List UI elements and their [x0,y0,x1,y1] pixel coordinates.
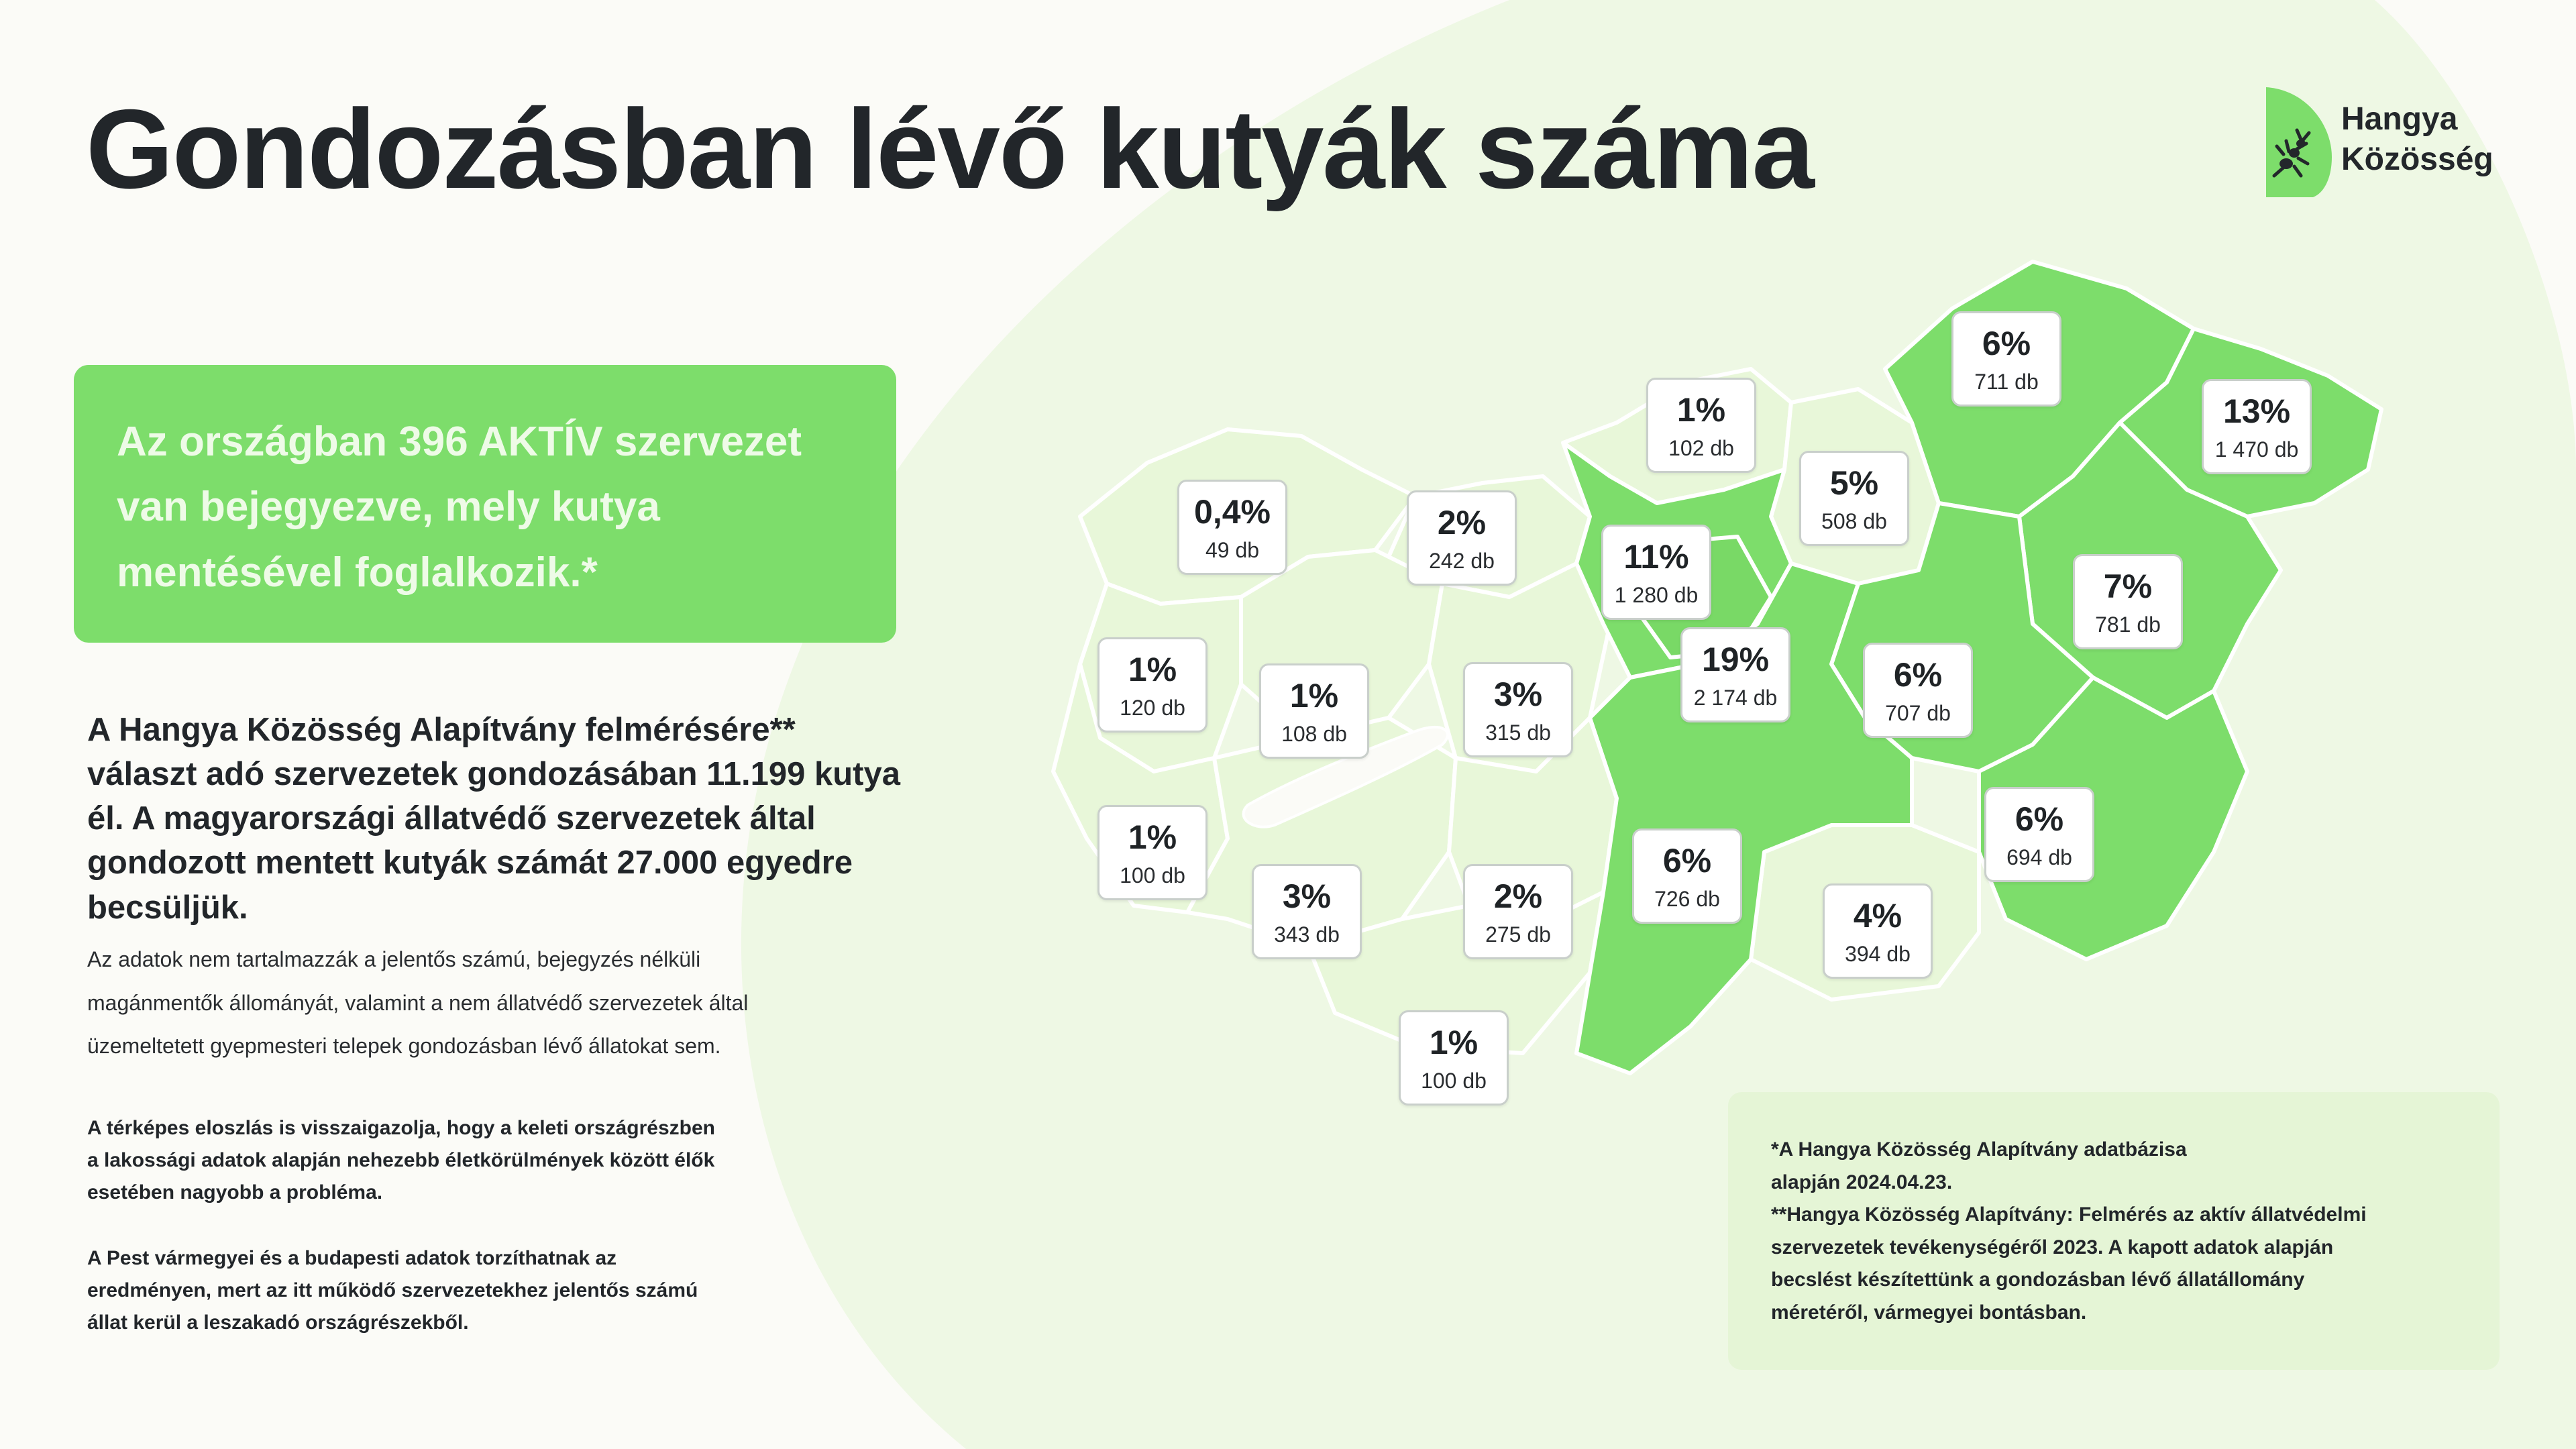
label-percent: 13% [2222,392,2291,430]
label-count: 100 db [1421,1069,1487,1093]
label-count: 707 db [1885,701,1951,725]
map-label-borsod [1951,311,2061,407]
lead-line: választ adó szervezetek gondozásában 11.199 kutya [87,756,900,793]
note-line: eredményen, mert az itt működő szervezetekhez jelentős számú [87,1279,698,1301]
map-label-heves [1799,451,1909,546]
label-count: 100 db [1120,863,1185,888]
label-count: 275 db [1485,922,1551,947]
label-percent: 1% [1429,1024,1479,1061]
label-count: 508 db [1821,509,1887,533]
label-percent: 6% [1893,656,1943,694]
label-count: 108 db [1281,722,1347,746]
map-label-hajdu-bihar [2073,554,2183,649]
label-percent: 3% [1493,676,1543,713]
label-count: 394 db [1845,942,1911,966]
lead-line: A Hangya Közösség Alapítvány felmérésére** [87,712,796,748]
lead-paragraph [87,708,912,930]
map-label-vas [1097,637,1208,733]
map-label-baranya [1399,1010,1509,1106]
highlight-line: van bejegyezve, mely kutya [117,484,660,531]
map-label-nograd [1646,378,1756,473]
map-label-fejer [1463,662,1573,757]
note-line: A Pest vármegyei és a budapesti adatok torzíthatnak az [87,1247,617,1269]
label-count: 711 db [1974,370,2039,394]
map-label-bacs-kiskun [1632,828,1742,924]
highlight-box [74,365,896,643]
label-percent: 19% [1701,641,1770,678]
disclaimer-line: üzemeltetett gyepmesteri telepek gondozásban lévő állatokat sem. [87,1034,721,1059]
map-label-zala [1097,805,1208,900]
source-box [1728,1092,2500,1370]
lead-line: él. A magyarországi állatvédő szervezetek által [87,800,816,837]
source-line: **Hangya Közösség Alapítvány: Felmérés az aktív állatvédelmi [1771,1203,2367,1226]
label-count: 315 db [1485,720,1551,745]
map-label-pest [1601,525,1711,620]
source-line: méretéről, vármegyei bontásban. [1771,1301,2087,1324]
map-label-bekes [1984,787,2094,882]
note-line: A térképes eloszlás is visszaigazolja, hogy a keleti országrészben [87,1117,715,1139]
label-percent: 1% [1676,391,1726,429]
label-count: 694 db [2006,845,2072,869]
label-count: 242 db [1429,549,1495,573]
label-count: 2 174 db [1693,686,1778,710]
map-label-jasz-nagykun-szolnok [1863,643,1973,738]
note-line: a lakossági adatok alapján nehezebb életkörülmények között élők [87,1149,715,1171]
map-distribution-note [87,1112,715,1209]
lead-line: gondozott mentett kutyák számát 27.000 egyedre [87,845,853,881]
map-label-veszprem [1259,663,1369,759]
label-count: 49 db [1205,538,1260,562]
label-percent: 3% [1282,877,1332,915]
logo-line-2: Közösség [2341,141,2493,177]
highlight-line: mentésével foglalkozik.* [117,549,598,596]
note-line: esetében nagyobb a probléma. [87,1181,383,1203]
label-count: 726 db [1654,887,1720,911]
label-count: 1 280 db [1614,583,1699,607]
disclaimer-line: Az adatok nem tartalmazzák a jelentős számú, bejegyzés nélküli [87,947,701,971]
label-count: 781 db [2095,612,2161,637]
label-percent: 6% [1662,842,1712,879]
label-percent: 1% [1128,651,1177,688]
label-percent: 11% [1623,538,1689,576]
label-percent: 4% [1853,897,1902,934]
map-label-komarom-esztergom [1407,490,1517,586]
label-percent: 1% [1289,677,1339,714]
label-count: 102 db [1668,436,1734,460]
map-label-budapest [1680,627,1790,722]
map-label-szabolcs [2202,379,2312,474]
lead-line: becsüljük. [87,889,248,926]
map-label-gyor-moson-sopron [1177,480,1287,575]
label-count: 1 470 db [2214,437,2299,462]
page-title: Gondozásban lévő kutyák száma [86,86,1813,212]
logo-line-1: Hangya [2341,101,2458,137]
label-percent: 6% [2015,800,2064,838]
logo-wordmark [2341,99,2493,179]
label-count: 343 db [1274,922,1340,947]
label-percent: 6% [1982,325,2031,362]
source-line: szervezetek tevékenységéről 2023. A kapott adatok alapján [1771,1236,2334,1258]
brand-logo [2259,85,2514,199]
map-label-somogy [1252,864,1362,959]
disclaimer-paragraph [87,938,912,1068]
label-percent: 1% [1128,818,1177,856]
map-label-csongrad [1823,883,1933,979]
source-line: becslést készítettünk a gondozásban lévő állatállomány [1771,1269,2305,1291]
note-line: állat kerül a leszakadó országrészekből. [87,1311,469,1334]
label-percent: 2% [1493,877,1543,915]
source-line: alapján 2024.04.23. [1771,1171,1953,1193]
label-percent: 0,4% [1194,493,1271,531]
label-percent: 2% [1437,504,1487,541]
map-label-tolna [1463,864,1573,959]
disclaimer-line: magánmentők állományát, valamint a nem állatvédő szervezetek által [87,990,749,1015]
pest-budapest-note [87,1242,698,1339]
ant-logo-icon [2259,85,2333,199]
label-percent: 7% [2103,568,2153,605]
label-percent: 5% [1829,464,1879,502]
source-line: *A Hangya Közösség Alapítvány adatbázisa [1771,1138,2187,1161]
label-count: 120 db [1120,696,1185,720]
highlight-line: Az országban 396 AKTÍV szervezet [117,419,802,465]
